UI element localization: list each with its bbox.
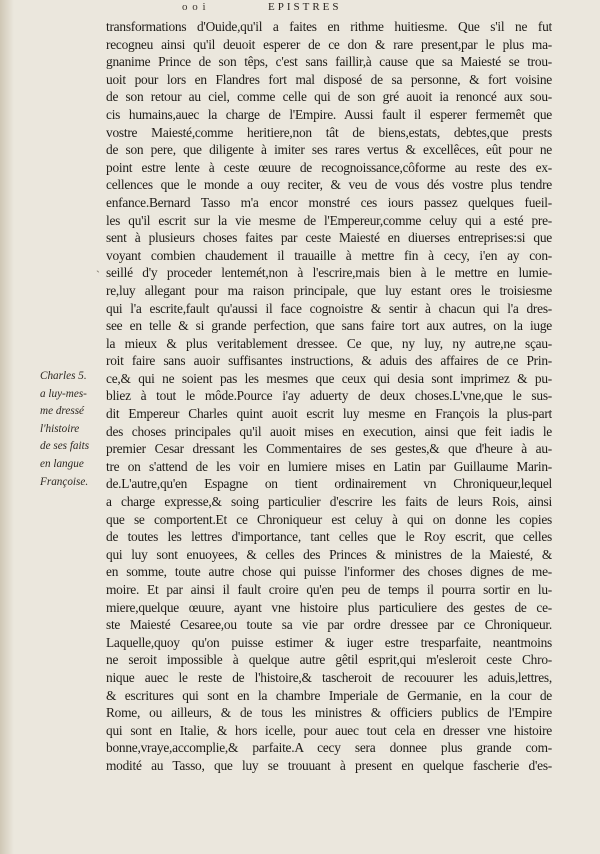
spine-shadow bbox=[0, 0, 14, 854]
body-line: see en telle & si grande perfection, que sans faire tort aux autres, on la iuge bbox=[106, 318, 552, 334]
body-line: cis humains,auec la charge de l'Empire. Aussi fault il esperer fermemêt que bbox=[106, 106, 552, 122]
body-text bbox=[106, 18, 552, 838]
body-line: ne seroit impossible à quelque autre gêtil esprit,qui m'esleroit ceste Chro- bbox=[106, 652, 552, 668]
body-line: ste Maiesté Cesaree,ou toute sa vie par ordre dressee par ce Chroniqueur. bbox=[106, 617, 552, 633]
marginal-note-line: Françoise. bbox=[40, 475, 89, 488]
body-line: miere,quelque œuure, ayant vne histoire plus particuliere des gestes de ce- bbox=[106, 599, 552, 615]
body-line: nique auec le reste de l'histoire,& tascheroit de recouurer les aduis,lettres, bbox=[106, 669, 552, 685]
body-line: uoit pour lors en Flandres fort mal disposé de sa personne, & fort voisine bbox=[106, 71, 552, 87]
body-line: qui l'a escrite,fault qu'aussi il face cognoistre & sentir à chacun qui l'a dres- bbox=[106, 300, 552, 316]
body-line: de son pere, que diligente à imiter ses rares vertus & excellêces, eût pour ne bbox=[106, 142, 552, 158]
body-line: seillé d'y proceder lentemét,non à l'escrire,mais bien à le mettre en lumie- bbox=[106, 265, 552, 281]
body-line: vostre Maiesté,comme heritiere,non tât de biens,estats, debtes,que prests bbox=[106, 124, 552, 140]
body-line: qui sont en Italie, & hors icelle, pour auec tout cela en dresser vne histoire bbox=[106, 722, 552, 738]
body-line: Laquelle,quoy qu'on puisse estimer & iuger estre tresparfaite, neantmoins bbox=[106, 634, 552, 650]
body-line: enfance.Bernard Tasso m'a encor monstré ces iours passez quelques fueil- bbox=[106, 194, 552, 210]
running-head: EPISTRES bbox=[268, 1, 342, 13]
marginal-note-line: a luy-mes- bbox=[40, 387, 87, 400]
body-line: bliez à tout le môde.Pource i'ay aduerty de deux choses.L'vne,que le sus- bbox=[106, 388, 552, 404]
marginal-note-line: de ses faits bbox=[40, 440, 90, 453]
marginal-note-line: en langue bbox=[40, 457, 84, 470]
body-line: des choses principales qu'il auoit mises en execution, ainsi que feit iadis le bbox=[106, 423, 552, 439]
body-line: premier Cesar dressant les Commentaires de ses gestes,& que d'heure à au- bbox=[106, 441, 552, 457]
body-line: recogneu ainsi qu'il deuoit esperer de ce don & rare present,par le plus ma- bbox=[106, 36, 552, 52]
body-line: & escritures qui sont en la chambre Imperiale de Germanie, en la cour de bbox=[106, 687, 552, 703]
body-line: Rome, ou ailleurs, & de tous les ministres & officiers publics de l'Empire bbox=[106, 705, 552, 721]
body-line: de toutes les lettres d'importance, tant celles que le Roy escrit, que celles bbox=[106, 529, 552, 545]
body-line: dit Empereur Charles quint auoit escrit luy mesme en François la plus-part bbox=[106, 406, 552, 422]
marginal-note bbox=[40, 368, 106, 491]
marginal-note-line: l'histoire bbox=[40, 422, 80, 435]
body-line: de.L'autre,qu'en Espagne on tient ordinairement vn Chroniqueur,lequel bbox=[106, 476, 552, 492]
body-line: la mieux & plus veritablement dressee. Ce que, ny luy, ny autre,ne sçau- bbox=[106, 335, 552, 351]
body-line: roit faire sans auoir suffisantes instructions, & aduis des affaires de ce Prin- bbox=[106, 353, 552, 369]
body-line: moire. Et par ainsi il fault croire qu'en peu de temps il pourra sortir en lu- bbox=[106, 582, 552, 597]
body-line: que se comportent.Et ce Chroniqueur est celuy à qui on donne les copies bbox=[106, 511, 552, 527]
body-line: ce,& qui ne soient pas les mesmes que ceux qui desia sont imprimez & pu- bbox=[106, 370, 552, 386]
marginal-note-line: Charles 5. bbox=[40, 370, 87, 382]
body-line: qui luy sont enuoyees, & celles des Princes & ministres de la Maiesté, & bbox=[106, 546, 552, 562]
body-line: sent à plusieurs choses faites par ceste Maiesté en diuerses entreprises:si que bbox=[106, 230, 552, 246]
body-line: cellences que le monde a ouy reciter, & veu de vous dés vostre plus tendre bbox=[106, 177, 552, 193]
body-line: modité au Tasso, que luy se trouuant à present en quelque fascherie d'es- bbox=[106, 757, 552, 773]
body-line: les qu'il escrit sur la vie mesme de l'Empereur,comme celuy qui a esté pre- bbox=[106, 212, 552, 228]
body-line: a charge expresse,& soing particulier d'escrire les faits de leurs Rois, ainsi bbox=[106, 494, 552, 510]
body-line: gnanime Prince de son têps, c'est sans faillir,à cause que sa Maiesté se trou- bbox=[106, 54, 552, 70]
body-line: tre on s'attend de les voir en lumiere mises en Latin par Guillaume Marin- bbox=[106, 458, 552, 474]
folio-mark: o o i bbox=[182, 1, 207, 13]
body-line: de son retour au ciel, comme celle qui de son gré auoit ia renoncé aux sou- bbox=[106, 89, 552, 105]
body-line: point estre lente à ceste œuure de recognoissance,côforme au reste des ex- bbox=[106, 159, 552, 175]
margin-tick-mark: ` bbox=[96, 268, 100, 282]
body-line: bonne,vraye,accomplie,& parfaite.A cecy sera donnee plus grande com- bbox=[106, 740, 552, 756]
marginal-note-line: me dressé bbox=[40, 405, 85, 418]
body-line: transformations d'Ouide,qu'il a faites en rithme huitiesme. Que s'il ne fut bbox=[106, 19, 552, 34]
body-line: voyant combien chaudement il trauaille à mettre fin à cecy, i'en ay con- bbox=[106, 247, 552, 263]
body-line: en somme, toute autre chose qui puisse l'informer des choses dignes de me- bbox=[106, 564, 552, 580]
body-line: re,luy allegant pour ma raison principale, que luy estant ores le troisiesme bbox=[106, 282, 552, 298]
